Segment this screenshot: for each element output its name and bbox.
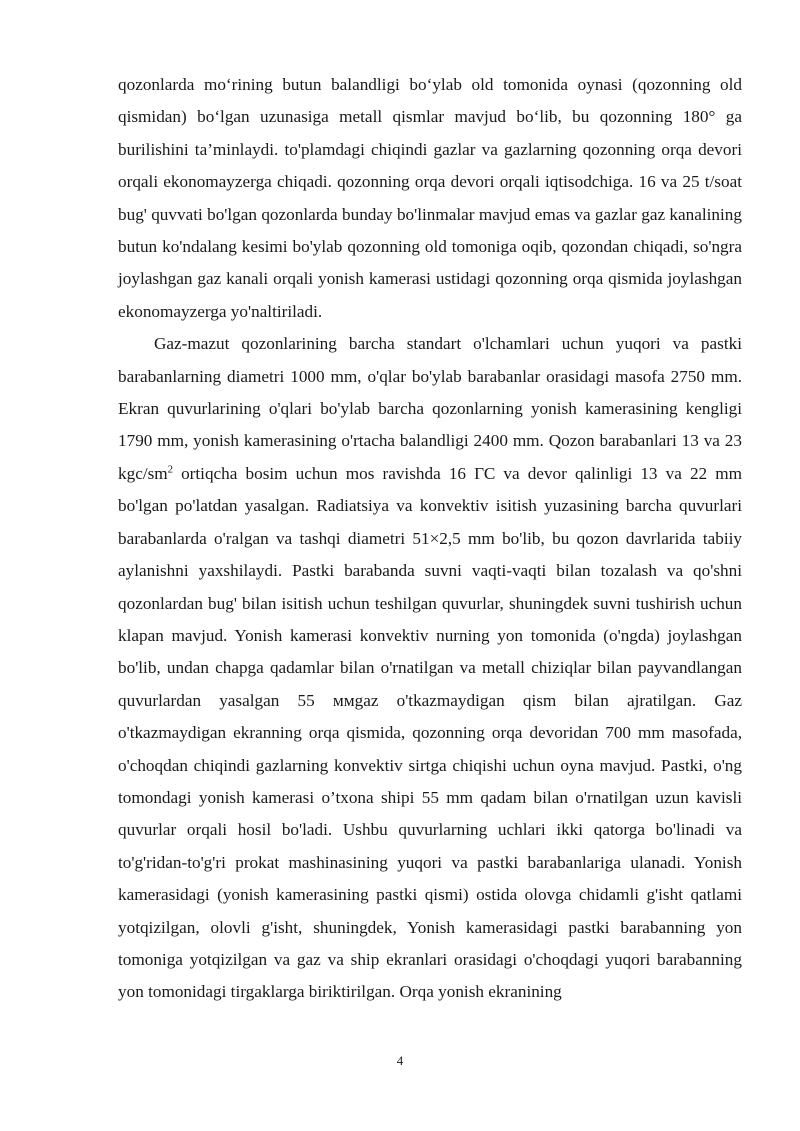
paragraph-1-text: qozonlarda mo‘rining butun balandligi bo‘ylab old tomonida oynasi (qozonning old qismidan) bo‘lgan uzunasiga metall qismlar mavjud bo‘lib, bu qozonning 180° ga burilishini ta’minlaydi. to'plamdagi chiqindi gazlar va gazlarning qozonning orqa devori orqali ekonomayzerga chiqadi. qozonning orqa devori orqali iqtisodchiga. 16 va 25 t/soat bug' quvvati bo'lgan qozonlarda bunday bo'linmalar mavjud emas va gazlar gaz kanalining butun ko'ndalang kesimi bo'ylab qozonning old tomoniga oqib, qozondan chiqadi, so'ngra joylashgan gaz kanali orqali yonish kamerasi ustidagi qozonning orqa qismida joylashgan ekonomayzerga yo'naltiriladi. xyxy=(118,75,742,321)
body-text xyxy=(118,69,742,1009)
superscript-exponent: 2 xyxy=(167,464,173,476)
paragraph-2-text-start: Gaz-mazut qozonlarining barcha standart o'lchamlari uchun yuqori va pastki barabanlarning diametri 1000 mm, o'qlar bo'ylab barabanlar orasidagi masofa 2750 mm. Ekran quvurlarining o'qlari bo'ylab barcha qozonlarning yonish kamerasining kengligi 1790 mm, yonish kamerasining o'rtacha balandligi 2400 mm. Qozon barabanlari 13 va 23 kgc/sm xyxy=(118,334,742,483)
page-number: 4 xyxy=(396,1053,404,1068)
paragraph-2-text-end: ortiqcha bosim uchun mos ravishda 16 ГС va devor qalinligi 13 va 22 mm bo'lgan po'latdan yasalgan. Radiatsiya va konvektiv isitish yuzasining barcha quvurlari barabanlarda o'ralgan va tashqi diametri 51×2,5 mm bo'lib, bu qozon davrlarida tabiiy aylanishni yaxshilaydi. Pastki barabanda suvni vaqti-vaqti bilan tozalash va qo'shni qozonlardan bug' bilan isitish uchun teshilgan quvurlar, shuningdek suvni tushirish uchun klapan mavjud. Yonish kamerasi konvektiv nurning yon tomonida (o'ngda) joylashgan bo'lib, undan chapga qadamlar bilan o'rnatilgan va metall chiziqlar bilan payvandlangan quvurlardan yasalgan 55 ммgaz o'tkazmaydigan qism bilan ajratilgan. Gaz o'tkazmaydigan ekranning orqa qismida, qozonning orqa devoridan 700 mm masofada, o'choqdan chiqindi gazlarning konvektiv sirtga chiqishi uchun oyna mavjud. Pastki, o'ng tomondagi yonish kamerasi o’txona shipi 55 mm qadam bilan o'rnatilgan uzun kavisli quvurlar orqali hosil bo'ladi. Ushbu quvurlarning uchlari ikki qatorga bo'linadi va to'g'ridan-to'g'ri prokat mashinasining yuqori va pastki barabanlariga ulanadi. Yonish kamerasidagi (yonish kamerasining pastki qismi) ostida olovga chidamli g'isht qatlami yotqizilgan, olovli g'isht, shuningdek, Yonish kamerasidagi pastki barabanning yon tomoniga yotqizilgan va gaz va ship ekranlari orasidagi o'choqdagi yuqori barabanning yon tomonidagi tirgaklarga biriktirilgan. Orqa yonish ekranining xyxy=(118,463,742,1002)
paragraph-boiler-dimensions xyxy=(118,328,742,1009)
paragraph-continuation xyxy=(118,69,742,328)
